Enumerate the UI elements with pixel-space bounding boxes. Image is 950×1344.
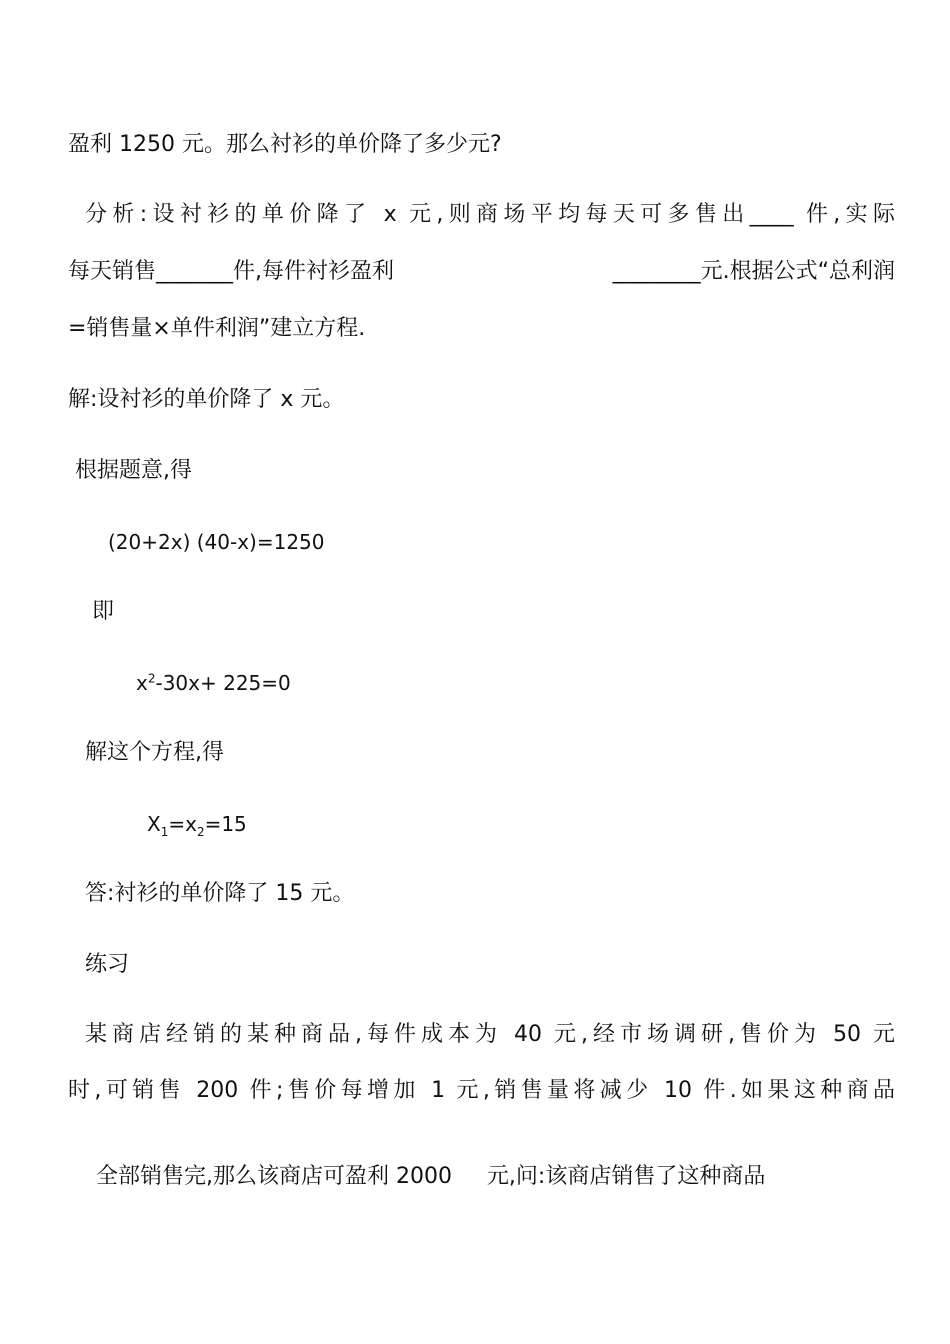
- analysis-line-3: [68, 314, 895, 344]
- root-x2-var: =x: [168, 812, 197, 836]
- answer-line: [85, 879, 895, 909]
- by-problem-line: [75, 456, 895, 486]
- practice-line-2: [68, 1076, 895, 1106]
- analysis-text-3: =销售量×单件利润”建立方程.: [68, 316, 366, 341]
- equation-2-base: x: [136, 671, 148, 695]
- practice-title: 练习: [85, 952, 130, 977]
- practice-text-1: 某商店经销的某种商品,每件成本为 40 元,经市场调研,售价为 50 元: [85, 1022, 895, 1047]
- equation-2-rest: -30x+ 225=0: [155, 671, 291, 695]
- text-line-intro: [68, 130, 895, 160]
- root-x1-sub: 1: [160, 825, 169, 839]
- analysis-line-2: [68, 257, 895, 287]
- analysis-text-2-left: 每天销售_______件,每件衬衫盈利: [68, 259, 394, 284]
- roots-line: [147, 809, 895, 839]
- equation-2-line: [136, 668, 895, 698]
- practice-title-line: [85, 950, 895, 980]
- answer-text: 答:衬衫的单价降了 15 元。: [85, 881, 355, 906]
- equation-1: (20+2x) (40-x)=1250: [108, 530, 325, 554]
- root-value: =15: [204, 812, 247, 836]
- by-problem-text: 根据题意,得: [75, 458, 192, 483]
- root-x2-sub: 2: [196, 825, 205, 839]
- root-x1-var: X: [147, 812, 161, 836]
- solution-line: [68, 385, 895, 415]
- equation-2-exponent: 2: [147, 671, 156, 686]
- practice-line-3: [68, 1132, 895, 1222]
- analysis-text-1: 分析:设衬衫的单价降了 x 元,则商场平均每天可多售出____ 件,实际: [85, 202, 895, 227]
- analysis-line-1: [85, 200, 895, 230]
- analysis-text-2-right: ________元.根据公式“总利润: [612, 259, 895, 284]
- practice-line-1: [85, 1020, 895, 1050]
- solve-text: 解这个方程,得: [85, 740, 224, 765]
- namely-text: 即: [92, 599, 115, 624]
- namely-line: [92, 597, 895, 627]
- practice-text-2: 时,可销售 200 件;售价每增加 1 元,销售量将减少 10 件.如果这种商品: [68, 1078, 895, 1103]
- solution-intro: 解:设衬衫的单价降了 x 元。: [68, 387, 345, 412]
- equation-1-line: [108, 527, 895, 557]
- problem-continuation: 盈利 1250 元。那么衬衫的单价降了多少元?: [68, 132, 502, 157]
- solve-line: [85, 738, 895, 768]
- practice-text-3: 全部销售完,那么该商店可盈利 2000 元,问:该商店销售了这种商品: [95, 1164, 766, 1189]
